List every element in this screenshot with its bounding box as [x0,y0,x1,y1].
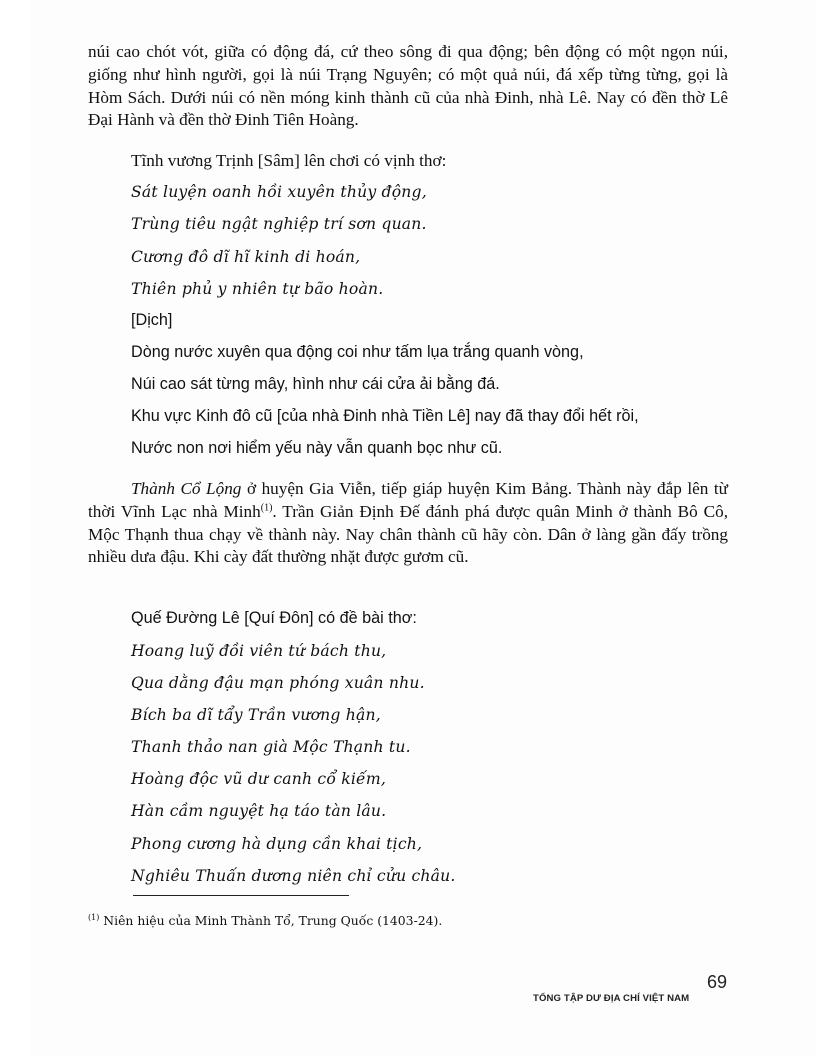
translation-line: Khu vực Kinh đô cũ [của nhà Đinh nhà Tiền Lê] nay đã thay đổi hết rồi, [131,407,639,425]
place-name-thanh-co-long: Thành Cổ Lộng [131,479,242,498]
poem-2-line: Hàn cầm nguyệt hạ táo tàn lâu. [131,802,387,820]
paragraph-2-text-a: ở huyện Gia Viễn, tiếp giáp huyện Kim Bảng. Thành này đắp lên từ thời Vĩnh Lạc nhà Minh [88,479,728,521]
paragraph-2-text-b: . Trần Giản Định Đế đánh phá được quân Minh ở thành Bô Cô, Mộc Thạnh thua chạy về thành này. Nay chân thành cũ hãy còn. Dân ở làng gần đấy trồng nhiều dưa đậu. Khi cày đất thường nhặt được gươm cũ. [88,501,728,567]
poem-2-line: Hoàng độc vũ dư canh cổ kiếm, [131,770,386,788]
poem-2-line: Nghiêu Thuấn dương niên chỉ cửu châu. [131,867,456,885]
translation-label: [Dịch] [131,311,173,329]
footnote-text: Niên hiệu của Minh Thành Tổ, Trung Quốc (1403-24). [99,913,443,928]
translation-line: Núi cao sát từng mây, hình như cái cửa ải bằng đá. [131,375,500,393]
poem-1-line: Sát luyện oanh hồi xuyên thủy động, [131,183,427,201]
poem-2-line: Qua dằng đậu mạn phóng xuân nhu. [131,674,425,692]
running-footer-book-title: TỔNG TẬP DƯ ĐỊA CHÍ VIỆT NAM [533,993,690,1004]
poem-2-line: Hoang luỹ đồi viên tứ bách thu, [131,642,387,660]
translation-line: Nước non nơi hiểm yếu này vẫn quanh bọc như cũ. [131,439,503,457]
poem-2-line: Phong cương hà dụng cần khai tịch, [131,835,423,853]
poem-1-intro: Tĩnh vương Trịnh [Sâm] lên chơi có vịnh thơ: [131,151,447,170]
poem-2-line: Bích ba dĩ tẩy Trần vương hận, [131,706,381,724]
poem-1-line: Thiên phủ y nhiên tự bão hoàn. [131,280,384,298]
page-number: 69 [707,972,728,992]
poem-1-line: Cương đô dĩ hĩ kinh di hoán, [131,248,361,266]
poem-1-line: Trùng tiêu ngật nghiệp trí sơn quan. [131,215,427,233]
paragraph-2 [88,478,728,569]
footnote [88,913,442,928]
footnote-reference[interactable]: (1) [260,502,273,514]
footnote-divider [133,895,349,896]
paragraph-1: núi cao chót vót, giữa có động đá, cứ theo sông đi qua động; bên động có một ngọn núi, giống như hình người, gọi là núi Trạng Nguyên; có một quả núi, đá xếp từng từng, gọi là Hòm Sách. Dưới núi có nền móng kinh thành cũ của nhà Đinh, nhà Lê. Nay có đền thờ Lê Đại Hành và đền thờ Đinh Tiên Hoàng. [88,42,728,130]
poem-2-line: Thanh thảo nan già Mộc Thạnh tu. [131,738,411,756]
poem-2-intro: Quế Đường Lê [Quí Đôn] có đề bài thơ: [131,609,417,627]
translation-line: Dòng nước xuyên qua động coi như tấm lụa trắng quanh vòng, [131,343,584,361]
footnote-marker: (1) [88,912,100,922]
